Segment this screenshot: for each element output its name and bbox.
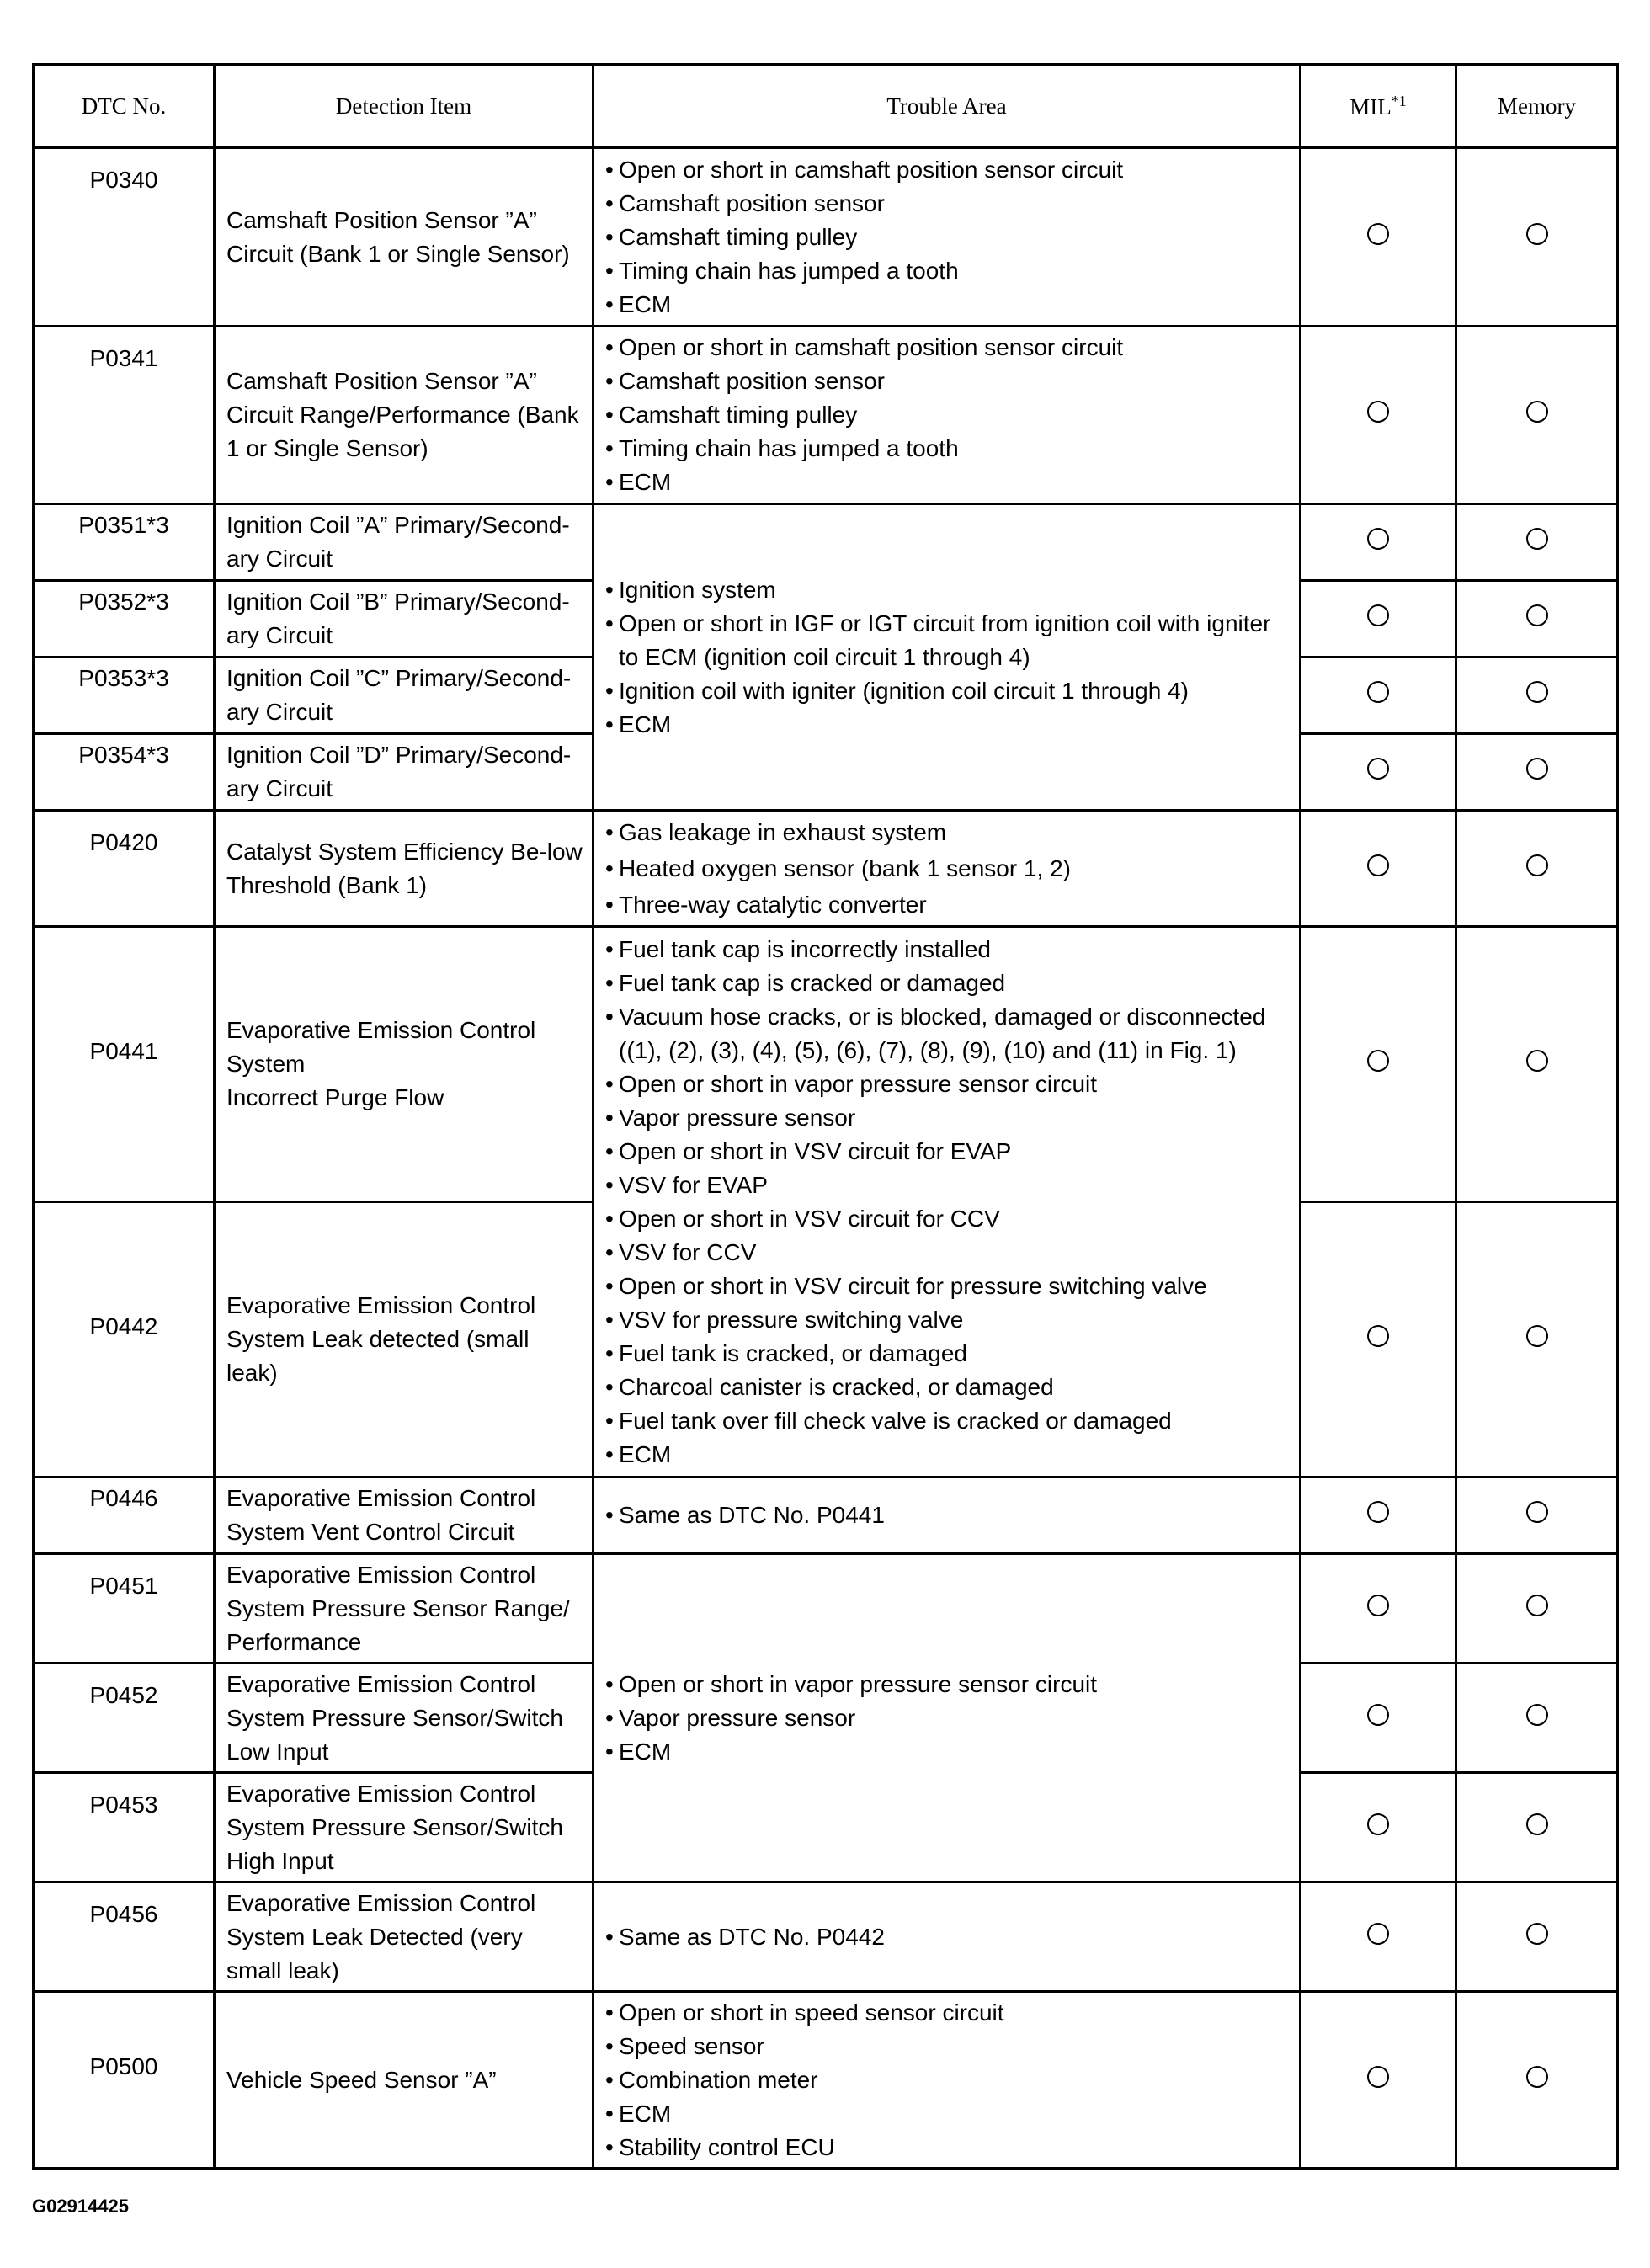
trouble-area xyxy=(593,1882,1301,1992)
circle-icon xyxy=(1526,1595,1548,1616)
circle-icon xyxy=(1367,604,1389,626)
header-detection-item: Detection Item xyxy=(215,65,593,148)
detection-item-line: Incorrect Purge Flow xyxy=(226,1084,444,1110)
list-item: • Open or short in VSV circuit for pressure switching valve xyxy=(605,1270,1291,1303)
list-item: • Three-way catalytic converter xyxy=(605,886,1291,923)
circle-icon xyxy=(1526,1923,1548,1945)
dtc-code: P0354*3 xyxy=(34,734,215,811)
dtc-code: P0451 xyxy=(34,1554,215,1664)
memory-cell xyxy=(1456,1554,1618,1664)
mil-cell xyxy=(1301,148,1456,327)
detection-item: Ignition Coil ”C” Primary/Second-ary Circuit xyxy=(215,658,593,734)
memory-cell xyxy=(1456,148,1618,327)
circle-icon xyxy=(1367,758,1389,780)
mil-footnote: *1 xyxy=(1391,92,1407,109)
list-item: • VSV for pressure switching valve xyxy=(605,1303,1291,1337)
trouble-area xyxy=(593,1477,1301,1554)
memory-cell xyxy=(1456,327,1618,504)
detection-item: Vehicle Speed Sensor ”A” xyxy=(215,1992,593,2169)
dtc-table xyxy=(32,63,1619,2170)
memory-cell xyxy=(1456,1202,1618,1477)
memory-cell xyxy=(1456,734,1618,811)
circle-icon xyxy=(1526,2066,1548,2088)
list-item: • ECM xyxy=(605,1735,1291,1769)
trouble-list xyxy=(605,814,1291,923)
detection-item: Catalyst System Efficiency Be-low Threshold (Bank 1) xyxy=(215,811,593,927)
mil-cell xyxy=(1301,658,1456,734)
dtc-code: P0442 xyxy=(34,1202,215,1477)
dtc-code: P0353*3 xyxy=(34,658,215,734)
list-item: • Open or short in VSV circuit for CCV xyxy=(605,1202,1291,1236)
memory-cell xyxy=(1456,1477,1618,1554)
dtc-code: P0340 xyxy=(34,148,215,327)
list-item: • Stability control ECU xyxy=(605,2131,1291,2164)
circle-icon xyxy=(1367,223,1389,245)
circle-icon xyxy=(1367,2066,1389,2088)
mil-cell xyxy=(1301,1554,1456,1664)
circle-icon xyxy=(1526,604,1548,626)
trouble-list xyxy=(605,331,1291,499)
trouble-area xyxy=(593,927,1301,1477)
trouble-list xyxy=(605,933,1291,1472)
circle-icon xyxy=(1526,1813,1548,1835)
header-mil xyxy=(1301,65,1456,148)
memory-cell xyxy=(1456,1992,1618,2169)
memory-cell xyxy=(1456,811,1618,927)
table-row xyxy=(34,1554,1618,1664)
detection-item: Camshaft Position Sensor ”A” Circuit Range/Performance (Bank 1 or Single Sensor) xyxy=(215,327,593,504)
circle-icon xyxy=(1526,854,1548,876)
list-item: • Open or short in vapor pressure sensor circuit xyxy=(605,1067,1291,1101)
circle-icon xyxy=(1367,854,1389,876)
dtc-code: P0341 xyxy=(34,327,215,504)
memory-cell xyxy=(1456,658,1618,734)
circle-icon xyxy=(1367,1501,1389,1523)
list-item: • ECM xyxy=(605,288,1291,322)
list-item: • Charcoal canister is cracked, or damaged xyxy=(605,1371,1291,1404)
header-row xyxy=(34,65,1618,148)
dtc-code: P0352*3 xyxy=(34,581,215,658)
circle-icon xyxy=(1526,1501,1548,1523)
list-item: • Open or short in vapor pressure sensor circuit xyxy=(605,1668,1291,1701)
trouble-area xyxy=(593,327,1301,504)
list-item: • Vacuum hose cracks, or is blocked, damaged or disconnected ((1), (2), (3), (4), (5), (6), (7), (8), (9), (10) and (11) in Fig. 1) xyxy=(605,1000,1291,1067)
list-item: • Fuel tank cap is cracked or damaged xyxy=(605,966,1291,1000)
trouble-list xyxy=(605,153,1291,322)
memory-cell xyxy=(1456,1773,1618,1882)
list-item: • Timing chain has jumped a tooth xyxy=(605,432,1291,466)
memory-cell xyxy=(1456,581,1618,658)
table-row xyxy=(34,1992,1618,2169)
list-item: • Ignition system xyxy=(605,573,1291,607)
list-item: • Ignition coil with igniter (ignition coil circuit 1 through 4) xyxy=(605,674,1291,708)
detection-item: Evaporative Emission Control System Leak Detected (very small leak) xyxy=(215,1882,593,1992)
mil-cell xyxy=(1301,811,1456,927)
header-mil-label: MIL xyxy=(1349,93,1392,120)
dtc-code: P0453 xyxy=(34,1773,215,1882)
dtc-code: P0446 xyxy=(34,1477,215,1554)
table-row xyxy=(34,1882,1618,1992)
circle-icon xyxy=(1526,223,1548,245)
circle-icon xyxy=(1367,1595,1389,1616)
memory-cell xyxy=(1456,927,1618,1202)
list-item: • ECM xyxy=(605,466,1291,499)
mil-cell xyxy=(1301,1202,1456,1477)
dtc-code: P0500 xyxy=(34,1992,215,2169)
detection-item: Evaporative Emission Control System Leak detected (small leak) xyxy=(215,1202,593,1477)
dtc-code: P0441 xyxy=(34,927,215,1202)
memory-cell xyxy=(1456,504,1618,581)
circle-icon xyxy=(1367,528,1389,550)
detection-item: Ignition Coil ”A” Primary/Second-ary Circuit xyxy=(215,504,593,581)
memory-cell xyxy=(1456,1664,1618,1773)
list-item: • Open or short in VSV circuit for EVAP xyxy=(605,1135,1291,1169)
mil-cell xyxy=(1301,1773,1456,1882)
detection-item: Ignition Coil ”D” Primary/Second-ary Circuit xyxy=(215,734,593,811)
list-item: • Timing chain has jumped a tooth xyxy=(605,254,1291,288)
dtc-code: P0420 xyxy=(34,811,215,927)
mil-cell xyxy=(1301,504,1456,581)
mil-cell xyxy=(1301,327,1456,504)
circle-icon xyxy=(1526,758,1548,780)
circle-icon xyxy=(1367,1923,1389,1945)
trouble-area xyxy=(593,1554,1301,1882)
list-item: • VSV for CCV xyxy=(605,1236,1291,1270)
list-item: • Camshaft position sensor xyxy=(605,187,1291,221)
mil-cell xyxy=(1301,1664,1456,1773)
trouble-list xyxy=(605,573,1291,742)
circle-icon xyxy=(1367,1050,1389,1072)
list-item: • Open or short in camshaft position sensor circuit xyxy=(605,331,1291,365)
memory-cell xyxy=(1456,1882,1618,1992)
circle-icon xyxy=(1526,1050,1548,1072)
mil-cell xyxy=(1301,927,1456,1202)
circle-icon xyxy=(1526,528,1548,550)
trouble-area xyxy=(593,504,1301,811)
mil-cell xyxy=(1301,581,1456,658)
table-row xyxy=(34,148,1618,327)
circle-icon xyxy=(1526,401,1548,423)
detection-item: Evaporative Emission Control System Pressure Sensor/Switch High Input xyxy=(215,1773,593,1882)
list-item: • Fuel tank is cracked, or damaged xyxy=(605,1337,1291,1371)
table-row xyxy=(34,504,1618,581)
circle-icon xyxy=(1367,1704,1389,1726)
circle-icon xyxy=(1526,1704,1548,1726)
detection-item: Ignition Coil ”B” Primary/Second-ary Circuit xyxy=(215,581,593,658)
list-item: • Camshaft timing pulley xyxy=(605,398,1291,432)
list-item: • Fuel tank cap is incorrectly installed xyxy=(605,933,1291,966)
circle-icon xyxy=(1526,681,1548,703)
header-dtc-no: DTC No. xyxy=(34,65,215,148)
detection-item: Camshaft Position Sensor ”A” Circuit (Bank 1 or Single Sensor) xyxy=(215,148,593,327)
table-row xyxy=(34,327,1618,504)
table-row xyxy=(34,927,1618,1202)
trouble-list xyxy=(605,1499,1291,1532)
trouble-list xyxy=(605,1668,1291,1769)
mil-cell xyxy=(1301,1882,1456,1992)
dtc-code: P0351*3 xyxy=(34,504,215,581)
circle-icon xyxy=(1367,1325,1389,1347)
list-item: • Same as DTC No. P0442 xyxy=(605,1920,1291,1954)
list-item: • Same as DTC No. P0441 xyxy=(605,1499,1291,1532)
list-item: • Vapor pressure sensor xyxy=(605,1101,1291,1135)
trouble-area xyxy=(593,811,1301,927)
dtc-code: P0452 xyxy=(34,1664,215,1773)
mil-cell xyxy=(1301,734,1456,811)
detection-item xyxy=(215,927,593,1202)
list-item: • Camshaft timing pulley xyxy=(605,221,1291,254)
list-item: • Fuel tank over fill check valve is cracked or damaged xyxy=(605,1404,1291,1438)
circle-icon xyxy=(1526,1325,1548,1347)
table-row xyxy=(34,1477,1618,1554)
list-item: • ECM xyxy=(605,708,1291,742)
list-item: • Vapor pressure sensor xyxy=(605,1701,1291,1735)
dtc-code: P0456 xyxy=(34,1882,215,1992)
header-memory: Memory xyxy=(1456,65,1618,148)
list-item: • Gas leakage in exhaust system xyxy=(605,814,1291,850)
list-item: • Combination meter xyxy=(605,2063,1291,2097)
figure-id: G02914425 xyxy=(32,2196,129,2217)
mil-cell xyxy=(1301,1477,1456,1554)
list-item: • ECM xyxy=(605,1438,1291,1472)
list-item: • VSV for EVAP xyxy=(605,1169,1291,1202)
detection-item: Evaporative Emission Control System Pressure Sensor Range/ Performance xyxy=(215,1554,593,1664)
trouble-area xyxy=(593,1992,1301,2169)
list-item: • Open or short in IGF or IGT circuit from ignition coil with igniter to ECM (ignition coil circuit 1 through 4) xyxy=(605,607,1291,674)
list-item: • Open or short in camshaft position sensor circuit xyxy=(605,153,1291,187)
list-item: • Camshaft position sensor xyxy=(605,365,1291,398)
circle-icon xyxy=(1367,681,1389,703)
list-item: • Open or short in speed sensor circuit xyxy=(605,1996,1291,2030)
table-row xyxy=(34,811,1618,927)
header-trouble-area: Trouble Area xyxy=(593,65,1301,148)
trouble-list xyxy=(605,1920,1291,1954)
mil-cell xyxy=(1301,1992,1456,2169)
list-item: • Speed sensor xyxy=(605,2030,1291,2063)
trouble-area xyxy=(593,148,1301,327)
detection-item-line: Evaporative Emission Control System xyxy=(226,1017,536,1077)
list-item: • Heated oxygen sensor (bank 1 sensor 1, 2) xyxy=(605,850,1291,886)
list-item: • ECM xyxy=(605,2097,1291,2131)
detection-item: Evaporative Emission Control System Pressure Sensor/Switch Low Input xyxy=(215,1664,593,1773)
detection-item: Evaporative Emission Control System Vent Control Circuit xyxy=(215,1477,593,1554)
circle-icon xyxy=(1367,401,1389,423)
circle-icon xyxy=(1367,1813,1389,1835)
trouble-list xyxy=(605,1996,1291,2164)
